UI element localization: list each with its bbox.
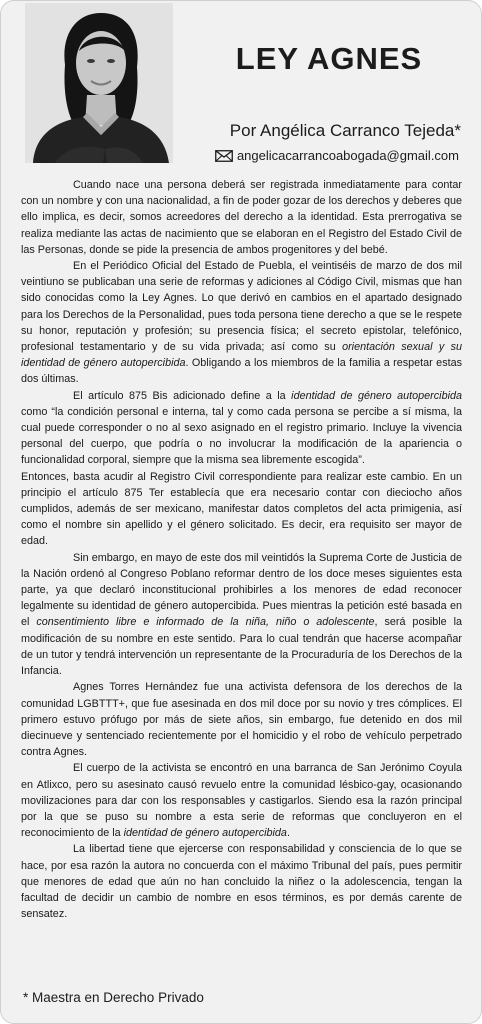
article-paragraph: [21, 388, 462, 469]
author-photo: [25, 3, 173, 163]
italic-phrase: consentimiento libre e informado de la niña, niño o adolescente: [36, 616, 375, 629]
text-run: Cuando nace una persona deberá ser registrada inmediatamente para contar con un nombre y con una nacionalidad, a fin de poder gozar de los derechos y deberes que ello implica, es decir, somos acreedores del derecho a la identidad. Esta prerrogativa se realiza mediante las actas de nacimiento que se elaboran en el Registro del Estado Civil de las Personas, donde se pide la presencia de ambos progenitores y del bebé.: [21, 179, 462, 256]
text-run: Agnes Torres Hernández fue una activista defensora de los derechos de la comunidad LGBTTT+, que fue asesinada en dos mil doce por su novio y tres cómplices. El primero estuvo prófugo por más de siete años, sin embargo, fue detenido en dos mil diecinueve y sentenciado recientemente por el homicidio y el robo de vehículo perpetrado contra Agnes.: [21, 681, 462, 759]
article-paragraph: [21, 177, 462, 258]
italic-phrase: identidad de género autopercibida: [291, 389, 462, 402]
author-portrait-image: [25, 3, 173, 163]
author-footnote: * Maestra en Derecho Privado: [23, 990, 204, 1005]
text-run: como “la condición personal e interna, tal y como cada persona se percibe a sí misma, la cual puede corresponder o no al sexo asignado en el registro primario. Incluye la vivencia personal del cuerpo, que podría o no involucrar la modificación de la apariencia o funcionalidad corporal, siempre que la misma sea libremente escogida”.: [21, 405, 462, 467]
article-paragraph: [21, 258, 462, 388]
text-run: , será posible la modificación de su nombre en este sentido. Para lo cual tendrán que hacerse acompañar de un tutor y tendrá intervención un representante de la Procuraduría de los Derechos de la Infancia.: [21, 616, 463, 678]
italic-phrase: identidad de género autopercibida: [123, 827, 287, 840]
article-paragraph: [21, 760, 462, 841]
author-byline: Por Angélica Carranco Tejeda*: [229, 121, 461, 140]
article-title: LEY AGNES: [235, 41, 423, 76]
text-run: El artículo 875 Bis adicionado define a la: [73, 389, 292, 402]
text-run: . Obligando a los miembros de la familia a respetar estas dos últimas.: [21, 357, 462, 386]
email-address[interactable]: angelicacarrancoabogada@gmail.com: [236, 148, 459, 163]
text-run: El cuerpo de la activista se encontró en una barranca de San Jerónimo Coyula en Atlixco, pero su asesinato causó revuelo entre la comunidad lésbico-gay, ocasionando movilizaciones para dar con los responsables y castigarlos. Siendo esa la razón principal por la que se puso su nombre a esta serie de reformas que concluyeron en el reconocimiento de la: [21, 762, 462, 840]
author-email[interactable]: [215, 148, 459, 163]
text-run: .: [286, 827, 290, 840]
article-paragraph: [21, 469, 462, 550]
envelope-icon: [215, 150, 233, 162]
text-run: Entonces, basta acudir al Registro Civil correspondiente para realizar este cambio. En un principio el artículo 875 Ter establecía que era necesario contar con dieciocho años cumplidos, además de ser mexicano, manifestar datos completos del acta primigenia, así como el nombre sin apellido y el género solicitado. Es decir, era requisito ser mayor de edad.: [21, 470, 462, 548]
text-run: Sin embargo, en mayo de este dos mil veintidós la Suprema Corte de Justicia de la Nación ordenó al Congreso Poblano reformar dentro de los doce meses siguientes esta parte, ya que declaró inconstitucional prohibirles a los menores de edad reconocer legalmente su identidad de género autopercibida. Pues mientras la petición esté basada en el: [21, 551, 462, 629]
text-run: La libertad tiene que ejercerse con responsabilidad y consciencia de lo que se hace, por esa razón la autora no concuerda con el máximo Tribunal del país, pues permitir que menores de edad que aún no han concluido la niñez o la adolescencia, tengan la facultad de decidir un cambio de nombre en esos términos, es por demás carente de sensatez.: [21, 843, 462, 921]
article-body: [21, 177, 462, 922]
article-paragraph: [21, 679, 462, 760]
text-run: En el Periódico Oficial del Estado de Puebla, el veintiséis de marzo de dos mil veintiuno se publicaban una serie de reformas y adiciones al Código Civil, mismas que han sido conocidas como la Ley Agnes. Lo que derivó en cambios en el apartado designado para los Derechos de la Personalidad, pues toda persona tiene derecho a que se le respete su honor, reputación y profesión; su presencia física; el secreto epistolar, telefónico, profesional testamentario y de su vida privada; así como su: [21, 260, 462, 354]
article-paragraph: [21, 550, 462, 680]
article-paragraph: [21, 841, 462, 922]
italic-phrase: orientación sexual y su identidad de género autopercibida: [21, 341, 462, 370]
